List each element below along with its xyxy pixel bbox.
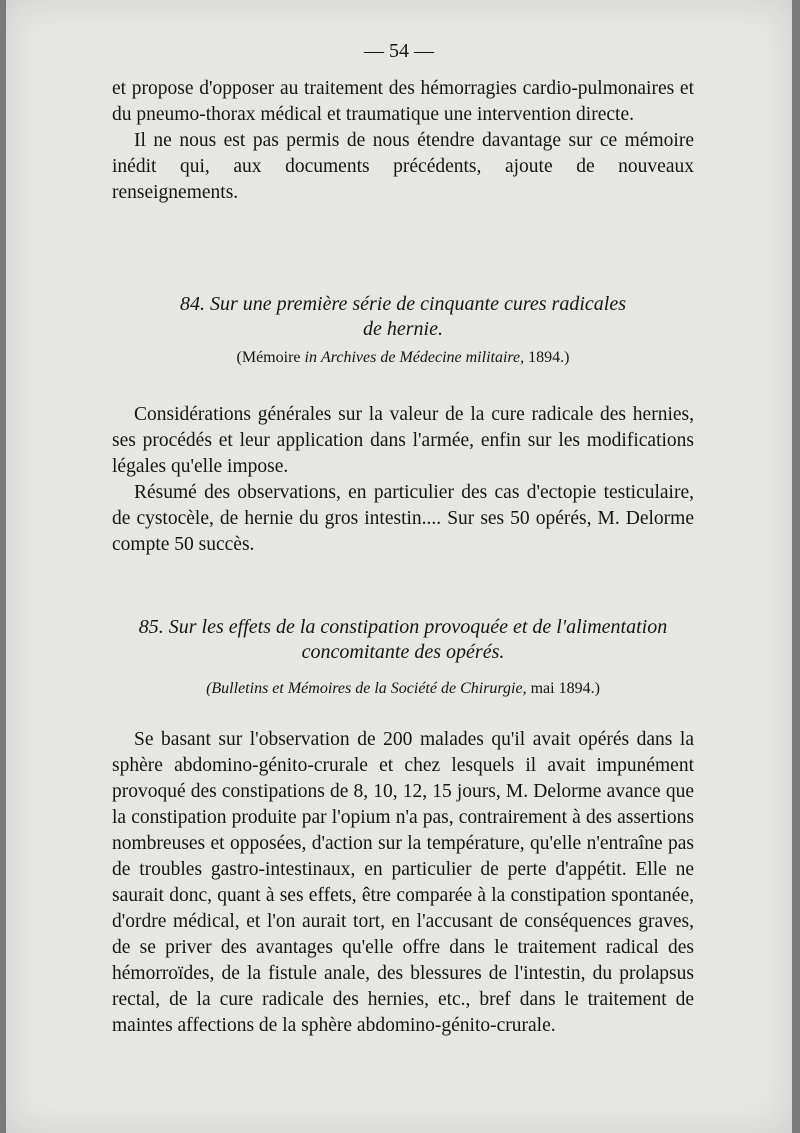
section-84-title-line1: 84. Sur une première série de cinquante cures radicales — [179, 293, 626, 315]
paragraph-resume: Résumé des observations, en particulier des cas d'ectopie testiculaire, de cystocèle, de hernie du gros intestin.... Sur ses 50 opérés, M. Delorme compte 50 succès. — [112, 482, 694, 555]
paragraph-continuation: et propose d'opposer au traitement des hémorragies cardio-pulmonaires et du pneumo-thorax médical et traumatique une intervention directe. — [112, 78, 694, 125]
section-85-title-line2: concomitante des opérés. — [301, 641, 505, 663]
section-85-body — [112, 727, 694, 1039]
source-prefix: (Mémoire — [236, 349, 301, 366]
section-85-title — [112, 615, 694, 665]
source-in: in — [304, 349, 317, 366]
document-page — [6, 0, 792, 1133]
section-84-title — [112, 292, 694, 342]
section-85-source — [112, 680, 694, 698]
section-84-source — [112, 349, 694, 367]
source-journal: Archives de Médecine militaire, — [320, 349, 525, 366]
section-85-title-line1: 85. Sur les effets de la constipation provoquée et de l'alimentation — [138, 616, 668, 638]
page-number: — 54 — — [364, 40, 434, 62]
source-year: 1894.) — [528, 349, 570, 366]
paragraph-constipation: Se basant sur l'observation de 200 malades qu'il avait opérés dans la sphère abdomino-génito-crurale et chez lesquels il avait impunément provoqué des constipations de 8, 10, 12, 15 jours, M. Delorme avance que la constipation produite par l'opium n'a pas, contrairement à des assertions nombreuses et opposées, d'action sur la température, qu'elle n'entraîne pas de troubles gastro-intestinaux, en particulier de perte d'appétit. Elle ne saurait donc, quant à ses effets, être comparée à la constipation spontanée, d'ordre médical, et l'on aurait tort, en l'accusant de conséquences graves, de se priver des avantages qu'elle offre dans le traitement radical des hémorroïdes, de la fistule anale, des blessures de l'intestin, du prolapsus rectal, de la cure radicale des hernies, etc., bref dans le traitement de maintes affections de la sphère abdomino-génito-crurale. — [112, 729, 694, 1036]
section-84-title-line2: de hernie. — [363, 318, 443, 340]
source-journal: (Bulletins et Mémoires de la Société de Chirurgie, — [206, 680, 527, 697]
continued-text — [112, 76, 694, 206]
paragraph-memoire-inedit: Il ne nous est pas permis de nous étendre davantage sur ce mémoire inédit qui, aux documents précédents, ajoute de nouveaux renseignements. — [112, 130, 694, 203]
section-84-body — [112, 402, 694, 558]
source-date: mai 1894.) — [530, 680, 600, 697]
paragraph-considerations: Considérations générales sur la valeur de la cure radicale des hernies, ses procédés et leur application dans l'armée, enfin sur les modifications légales qu'elle impose. — [112, 404, 694, 477]
